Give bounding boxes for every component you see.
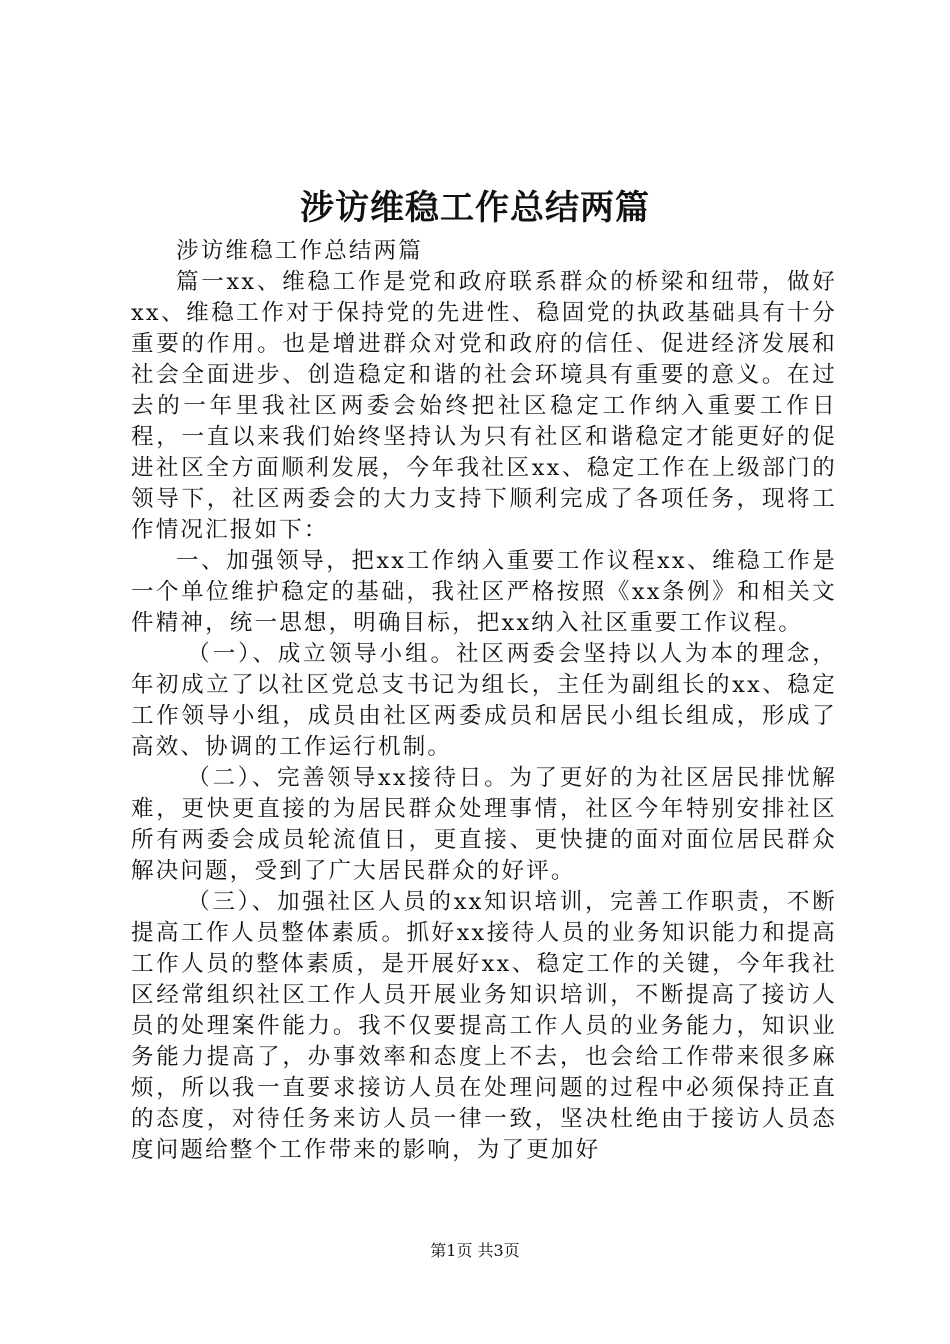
paragraph-item-three: （三）、加强社区人员的xx知识培训，完善工作职责，不断提高工作人员整体素质。抓好xx接待人员的业务知识能力和提高工作人员的整体素质，是开展好xx、稳定工作的关键，今年我社区经常组织社区工作人员开展业务知识培训，不断提高了接访人员的处理案件能力。我不仅要提高工作人员的业务能力，知识业务能力提高了，办事效率和态度上不去，也会给工作带来很多麻烦，所以我一直要求接访人员在处理问题的过程中必须保持正直的态度，对待任务来访人员一律一致，坚决杜绝由于接访人员态度问题给整个工作带来的影响，为了更加好 bbox=[131, 889, 837, 1163]
paragraph-item-two: （二）、完善领导xx接待日。为了更好的为社区居民排忧解难，更快更直接的为居民群众处理事情，社区今年特别安排社区所有两委会成员轮流值日，更直接、更快捷的面对面位居民群众解决问题，受到了广大居民群众的好评。 bbox=[131, 765, 837, 884]
document-title: 涉访维稳工作总结两篇 bbox=[300, 188, 650, 228]
page-footer: 第1页 共3页 bbox=[430, 1241, 520, 1260]
document-body bbox=[131, 236, 837, 1166]
document-subtitle: 涉访维稳工作总结两篇 bbox=[176, 238, 424, 264]
paragraph-intro: 篇一xx、维稳工作是党和政府联系群众的桥梁和纽带，做好xx、维稳工作对于保持党的先进性、稳固党的执政基础具有十分重要的作用。也是增进群众对党和政府的信任、促进经济发展和社会全面进步、创造稳定和谐的社会环境具有重要的意义。在过去的一年里我社区两委会始终把社区稳定工作纳入重要工作日程，一直以来我们始终坚持认为只有社区和谐稳定才能更好的促进社区全方面顺利发展，今年我社区xx、稳定工作在上级部门的领导下，社区两委会的大力支持下顺利完成了各项任务，现将工作情况汇报如下： bbox=[131, 269, 837, 543]
paragraph-item-one: （一）、成立领导小组。社区两委会坚持以人为本的理念，年初成立了以社区党总支书记为组长，主任为副组长的xx、稳定工作领导小组，成员由社区两委成员和居民小组长组成，形成了高效、协调的工作运行机制。 bbox=[131, 641, 837, 760]
paragraph-section-one: 一、加强领导，把xx工作纳入重要工作议程xx、维稳工作是一个单位维护稳定的基础，我社区严格按照《xx条例》和相关文件精神，统一思想，明确目标，把xx纳入社区重要工作议程。 bbox=[131, 548, 837, 636]
